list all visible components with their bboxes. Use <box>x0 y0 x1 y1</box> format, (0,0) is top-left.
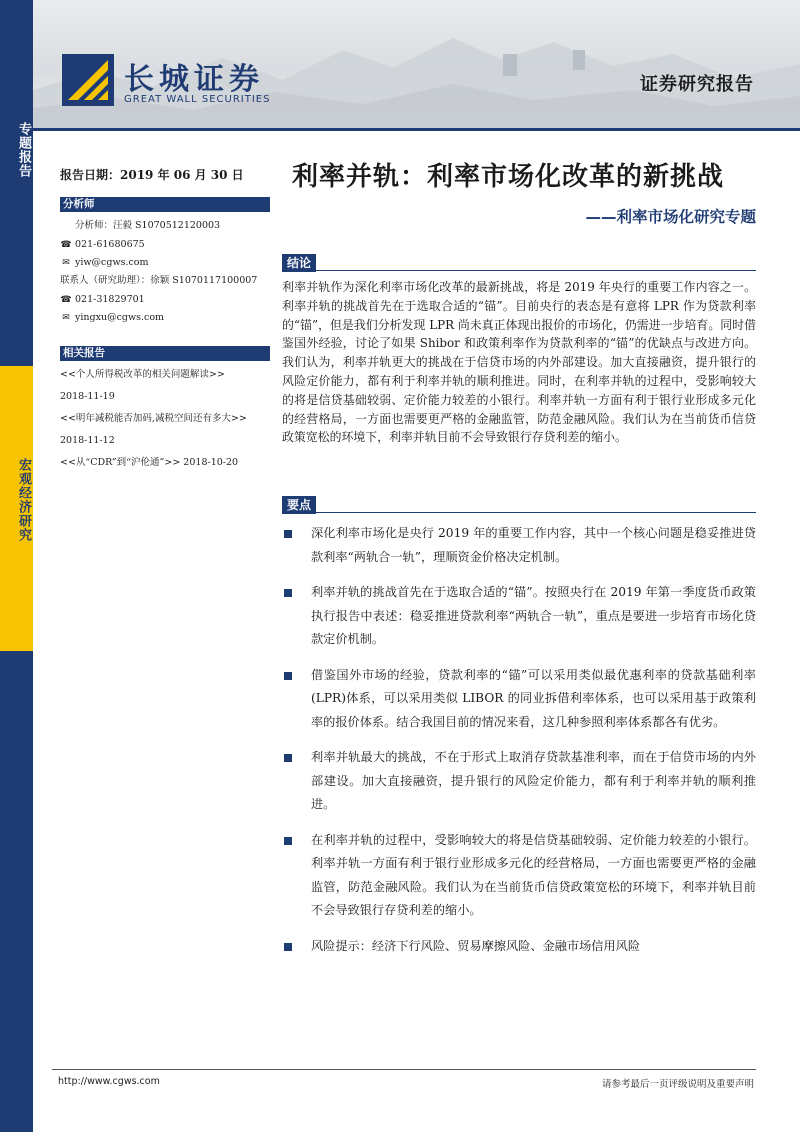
analyst-phone: ☎ 021-61680675 <box>60 237 145 253</box>
related-report-date: 2018-11-19 <box>60 391 115 402</box>
report-type-label: 证券研究报告 <box>640 74 754 95</box>
report-category-label: 专题报告 <box>16 122 31 178</box>
research-field-label: 宏观经济研究 <box>16 458 31 542</box>
bullet-square-icon <box>284 943 292 951</box>
footer-rule <box>52 1069 756 1070</box>
key-point-item: 借鉴国外市场的经验，贷款利率的“锚”可以采用类似最优惠利率的贷款基础利率(LPR)体系，可以采用类似 LIBOR 的同业拆借利率体系，也可以采用基于政策利率的报价体系。结合我国目前的情况来看，这几种参照利率体系都各有优劣。 <box>282 664 756 735</box>
bullet-square-icon <box>284 754 292 762</box>
key-point-item: 风险提示：经济下行风险、贸易摩擦风险、金融市场信用风险 <box>282 935 756 959</box>
related-report-date: 2018-11-12 <box>60 435 115 446</box>
logo-english-name: GREAT WALL SECURITIES <box>124 94 271 105</box>
mail-icon: ✉ <box>62 258 70 268</box>
contact-email[interactable]: ✉ yingxu@cgws.com <box>60 310 164 326</box>
key-points-heading: 要点 <box>282 496 316 514</box>
key-point-item: 在利率并轨的过程中，受影响较大的将是信贷基础较弱、定价能力较差的小银行。利率并轨一方面有利于银行业形成多元化的经营格局，一方面也需要更严格的金融监管，防范金融风险。我们认为在当前货币信贷政策宽松的环境下，利率并轨目前不会导致银行存贷利差的缩小。 <box>282 829 756 923</box>
analyst-section-heading: 分析师 <box>60 197 270 212</box>
related-reports-heading: 相关报告 <box>60 346 270 361</box>
bullet-square-icon <box>284 837 292 845</box>
phone-icon: ☎ <box>60 240 72 250</box>
key-point-item: 利率并轨最大的挑战，不在于形式上取消存贷款基准利率，而在于信贷市场的内外部建设。加大直接融资，提升银行的风险定价能力，都有利于利率并轨的顺利推进。 <box>282 746 756 817</box>
related-report-link[interactable]: <<从“CDR”到“沪伦通”>> 2018-10-20 <box>60 457 239 468</box>
conclusion-heading: 结论 <box>282 254 316 272</box>
conclusion-section-header <box>282 252 756 271</box>
report-date: 报告日期：2019 年 06 月 30 日 <box>60 168 244 182</box>
key-point-item: 利率并轨的挑战首先在于选取合适的“锚”。按照央行在 2019 年第一季度货币政策执行报告中表述：稳妥推进贷款利率“两轨合一轨”，重点是要进一步培育市场化贷款定价机制。 <box>282 581 756 652</box>
analyst-line: 分析师：汪毅 S1070512120003 <box>75 220 221 231</box>
header-rule <box>33 128 800 131</box>
key-point-item: 深化利率市场化是央行 2019 年的重要工作内容，其中一个核心问题是稳妥推进贷款利率“两轨合一轨”，理顺资金价格决定机制。 <box>282 522 756 569</box>
logo-chinese-name: 长城证券 <box>124 62 264 97</box>
related-report-link[interactable]: <<明年减税能否加码,减税空间还有多大>> <box>60 413 247 424</box>
key-points-list <box>282 522 756 970</box>
conclusion-text: 利率并轨作为深化利率市场化改革的最新挑战，将是 2019 年央行的重要工作内容之一。利率并轨的挑战首先在于选取合适的“锚”。目前央行的表态是有意将 LPR 作为贷款利率的“锚”，但是我们分析发现 LPR 尚未真正体现出报价的市场化，仍需进一步培育。同时借鉴国外经验，讨论了如果 Shibor 和政策利率作为贷款利率的“锚”的优缺点与改进方向。我们认为，利率并轨更大的挑战在于信贷市场的内外部建设。加大直接融资，提升银行的风险定价能力，都有利于利率并轨的顺利推进。同时，在利率并轨的过程中，受影响较大的将是信贷基础较弱、定价能力较差的小银行。利率并轨一方面有利于银行业形成多元化的经营格局，一方面也需要更严格的金融监管，防范金融风险。我们认为在当前货币信贷政策宽松的环境下，利率并轨目前不会导致银行存贷利差的缩小。 <box>282 280 756 445</box>
page-title: 利率并轨：利率市场化改革的新挑战 <box>292 162 725 192</box>
phone-icon: ☎ <box>60 295 72 305</box>
bullet-square-icon <box>284 672 292 680</box>
analyst-email[interactable]: ✉ yiw@cgws.com <box>60 255 149 271</box>
bullet-square-icon <box>284 530 292 538</box>
related-report-link[interactable]: <<个人所得税改革的相关问题解读>> <box>60 369 225 380</box>
key-points-section-header <box>282 494 756 513</box>
contact-line: 联系人（研究助理）：徐颖 S1070117100007 <box>60 275 258 286</box>
mail-icon: ✉ <box>62 313 70 323</box>
contact-phone: ☎ 021-31829701 <box>60 292 145 308</box>
footer-disclaimer-note: 请参考最后一页评级说明及重要声明 <box>601 1079 754 1090</box>
page-subtitle: ——利率市场化研究专题 <box>585 208 756 226</box>
bullet-square-icon <box>284 589 292 597</box>
great-wall-logo-icon <box>62 54 114 106</box>
footer-website-link[interactable]: http://www.cgws.com <box>58 1076 160 1087</box>
